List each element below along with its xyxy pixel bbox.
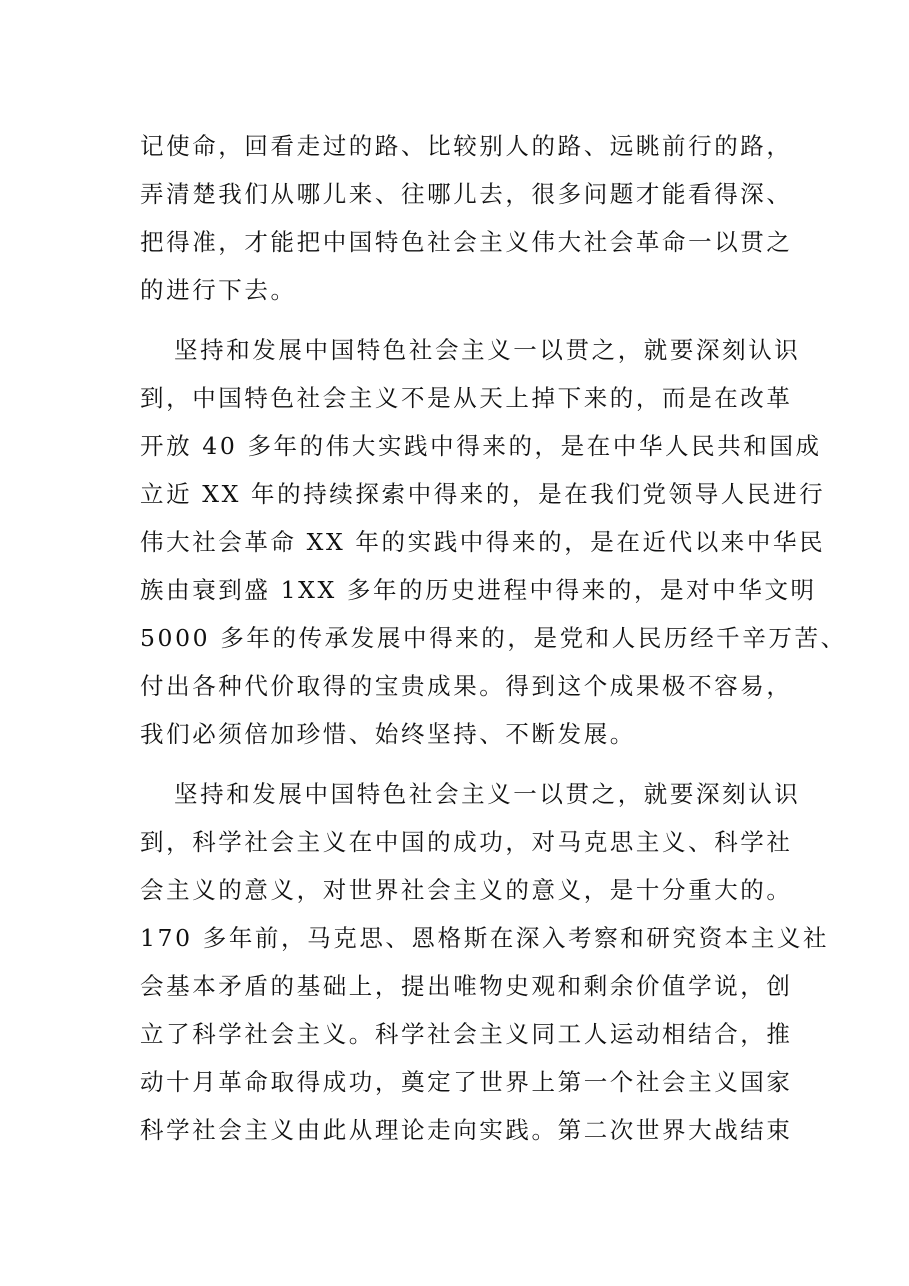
text-line: 族由衰到盛 1XX 多年的历史进程中得来的，是对中华文明 [140, 576, 817, 604]
text-line: 把得准，才能把中国特色社会主义伟大社会革命一以贯之 [140, 228, 793, 256]
text-line: 会主义的意义，对世界社会主义的意义，是十分重大的。 [140, 876, 793, 904]
text-line: 立了科学社会主义。科学社会主义同工人运动相结合，推 [140, 1020, 793, 1048]
text-line: 到，科学社会主义在中国的成功，对马克思主义、科学社 [140, 828, 793, 856]
text-line: 5000 多年的传承发展中得来的，是党和人民历经千辛万苦、 [140, 624, 847, 652]
paragraph-1 [140, 122, 793, 314]
text-line: 我们必须倍加珍惜、始终坚持、不断发展。 [140, 720, 636, 748]
text-line: 坚持和发展中国特色社会主义一以贯之，就要深刻认识 [174, 780, 801, 808]
text-line: 科学社会主义由此从理论走向实践。第二次世界大战结束 [140, 1116, 793, 1144]
text-line: 170 多年前，马克思、恩格斯在深入考察和研究资本主义社 [140, 924, 830, 952]
text-line: 开放 40 多年的伟大实践中得来的，是在中华人民共和国成 [140, 432, 822, 460]
text-line: 付出各种代价取得的宝贵成果。得到这个成果极不容易， [140, 672, 793, 700]
text-line: 的进行下去。 [140, 276, 297, 304]
text-line: 记使命，回看走过的路、比较别人的路、远眺前行的路， [140, 132, 793, 160]
text-line: 弄清楚我们从哪儿来、往哪儿去，很多问题才能看得深、 [140, 180, 793, 208]
text-line: 立近 XX 年的持续探索中得来的，是在我们党领导人民进行 [140, 480, 826, 508]
paragraph-3 [140, 770, 830, 1154]
text-line: 到，中国特色社会主义不是从天上掉下来的，而是在改革 [140, 384, 793, 412]
text-line: 伟大社会革命 XX 年的实践中得来的，是在近代以来中华民 [140, 528, 826, 556]
text-line: 会基本矛盾的基础上，提出唯物史观和剩余价值学说，创 [140, 972, 793, 1000]
body-text [140, 122, 847, 1154]
text-line: 坚持和发展中国特色社会主义一以贯之，就要深刻认识 [174, 336, 801, 364]
paragraph-2 [140, 326, 847, 758]
text-line: 动十月革命取得成功，奠定了世界上第一个社会主义国家 [140, 1068, 793, 1096]
